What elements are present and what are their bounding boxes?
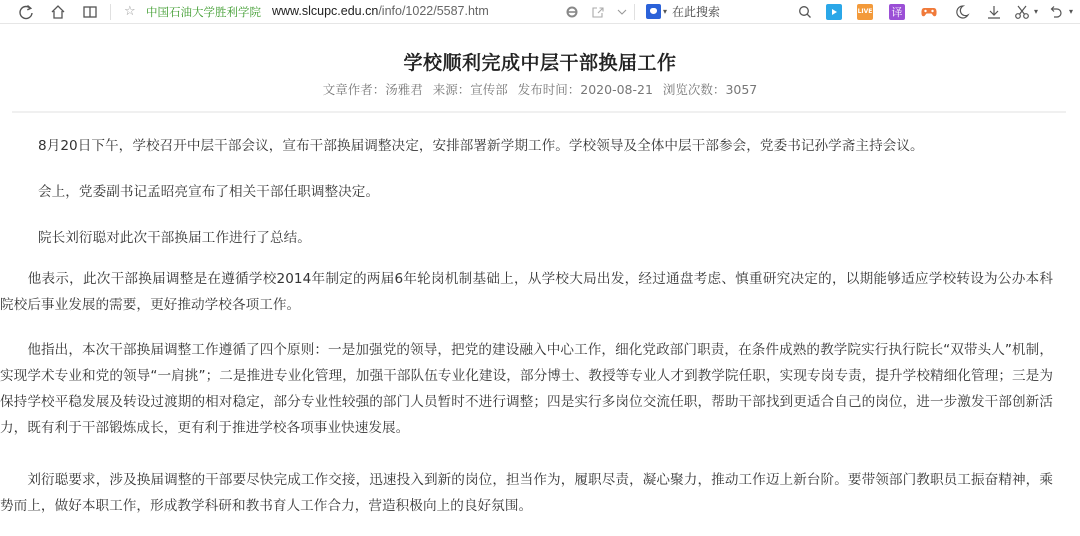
night-mode-button[interactable] — [952, 2, 972, 22]
article-paragraph: 他指出，本次干部换届调整工作遵循了四个原则：一是加强党的领导，把党的建设融入中心工作，细化党政部门职责，在条件成熟的教学院实行执行院长“双带头人”机制，实现学术专业和党的领导“一肩挑”；二是推进专业化管理，加强干部队伍专业化建设，部分博士、教授等专业人才到教学院任职，实现专岗专责，提升学校精细化管理；三是为保持学校平稳发展及转设过渡期的相对稳定，部分专业性较强的部门人员暂时不进行调整；四是实行多岗位交流任职，帮助干部找到更适合自己的岗位，进一步激发干部创新活力，既有利于干部锻炼成长，更有利于推进学校各项事业快速发展。 — [0, 342, 1053, 436]
article-paragraph: 他表示，此次干部换届调整是在遵循学校2014年制定的两届6年轮岗机制基础上，从学校大局出发，经过通盘考虑、慎重研究决定的，以期能够适应学校转设为公办本科院校后事业发展的需要，更好推动学校各项工作。 — [0, 271, 1053, 313]
video-app-icon[interactable] — [826, 4, 842, 20]
search-engine-dropdown-icon[interactable]: ▾ — [663, 7, 668, 16]
date-field — [518, 82, 653, 97]
download-icon — [986, 4, 1002, 20]
translate-app-icon[interactable]: 译 — [889, 4, 905, 20]
date-label: 发布时间： — [517, 82, 581, 97]
chevron-down-icon — [616, 6, 628, 18]
address-dropdown-button[interactable] — [612, 2, 632, 22]
browser-toolbar — [0, 0, 1080, 24]
views-value: 3057 — [725, 82, 758, 97]
screenshot-button[interactable] — [1012, 2, 1032, 22]
screenshot-dropdown-icon[interactable]: ▾ — [1034, 7, 1039, 16]
url-path: /info/1022/5587.htm — [378, 4, 489, 18]
article-paragraph: 刘衍聪要求，涉及换届调整的干部要尽快完成工作交接，迅速投入到新的岗位，担当作为，履职尽责，凝心聚力，推动工作迈上新台阶。要带领部门教职员工振奋精神，乘势而上，做好本职工作，形成教学科研和教书育人工作合力，营造积极向上的良好氛围。 — [0, 472, 1053, 514]
source-label: 来源： — [432, 82, 471, 97]
reader-mode-icon — [82, 4, 98, 20]
undo-dropdown-icon[interactable]: ▾ — [1069, 7, 1074, 16]
title-divider — [12, 111, 1066, 113]
views-field — [663, 82, 757, 97]
refresh-icon — [18, 4, 34, 20]
search-button[interactable] — [795, 2, 815, 22]
article-paragraph: 会上，党委副书记孟昭亮宣布了相关干部任职调整决定。 — [38, 184, 380, 200]
share-icon — [591, 5, 605, 19]
article-paragraph: 院长刘衍聪对此次干部换届工作进行了总结。 — [38, 230, 311, 246]
author-value: 汤雅君 — [385, 82, 423, 97]
views-label: 浏览次数： — [662, 82, 726, 97]
ie-icon — [565, 5, 579, 19]
search-input[interactable] — [672, 2, 790, 22]
reader-mode-button[interactable] — [80, 2, 100, 22]
address-bar[interactable] — [272, 3, 489, 20]
source-value: 宣传部 — [470, 82, 508, 97]
home-button[interactable] — [48, 2, 68, 22]
url-host: www.slcupc.edu.cn — [272, 4, 379, 18]
author-field — [323, 82, 423, 97]
article-title: 学校顺利完成中层干部换届工作 — [403, 52, 677, 74]
search-icon — [798, 5, 812, 19]
moon-icon — [954, 4, 970, 20]
baidu-paw-icon[interactable] — [646, 4, 661, 19]
author-label: 文章作者： — [322, 82, 386, 97]
source-field — [433, 82, 508, 97]
undo-button[interactable] — [1046, 2, 1066, 22]
article-meta — [0, 80, 1080, 98]
live-app-icon[interactable]: LIVE — [857, 4, 873, 20]
site-name[interactable]: 中国石油大学胜利学院 — [146, 5, 261, 19]
game-app-icon[interactable] — [921, 4, 937, 20]
toolbar-separator — [634, 4, 635, 20]
refresh-button[interactable] — [16, 2, 36, 22]
scissors-icon — [1014, 4, 1030, 20]
date-value: 2020-08-21 — [580, 82, 653, 97]
toolbar-separator — [110, 4, 111, 20]
home-icon — [50, 4, 66, 20]
ie-mode-button[interactable] — [562, 2, 582, 22]
star-icon[interactable]: ☆ — [124, 4, 136, 19]
download-button[interactable] — [984, 2, 1004, 22]
share-button[interactable] — [588, 2, 608, 22]
undo-icon — [1048, 4, 1064, 20]
article-paragraph: 8月20日下午，学校召开中层干部会议，宣布干部换届调整决定，安排部署新学期工作。学校领导及全体中层干部参会，党委书记孙学斋主持会议。 — [38, 138, 924, 154]
